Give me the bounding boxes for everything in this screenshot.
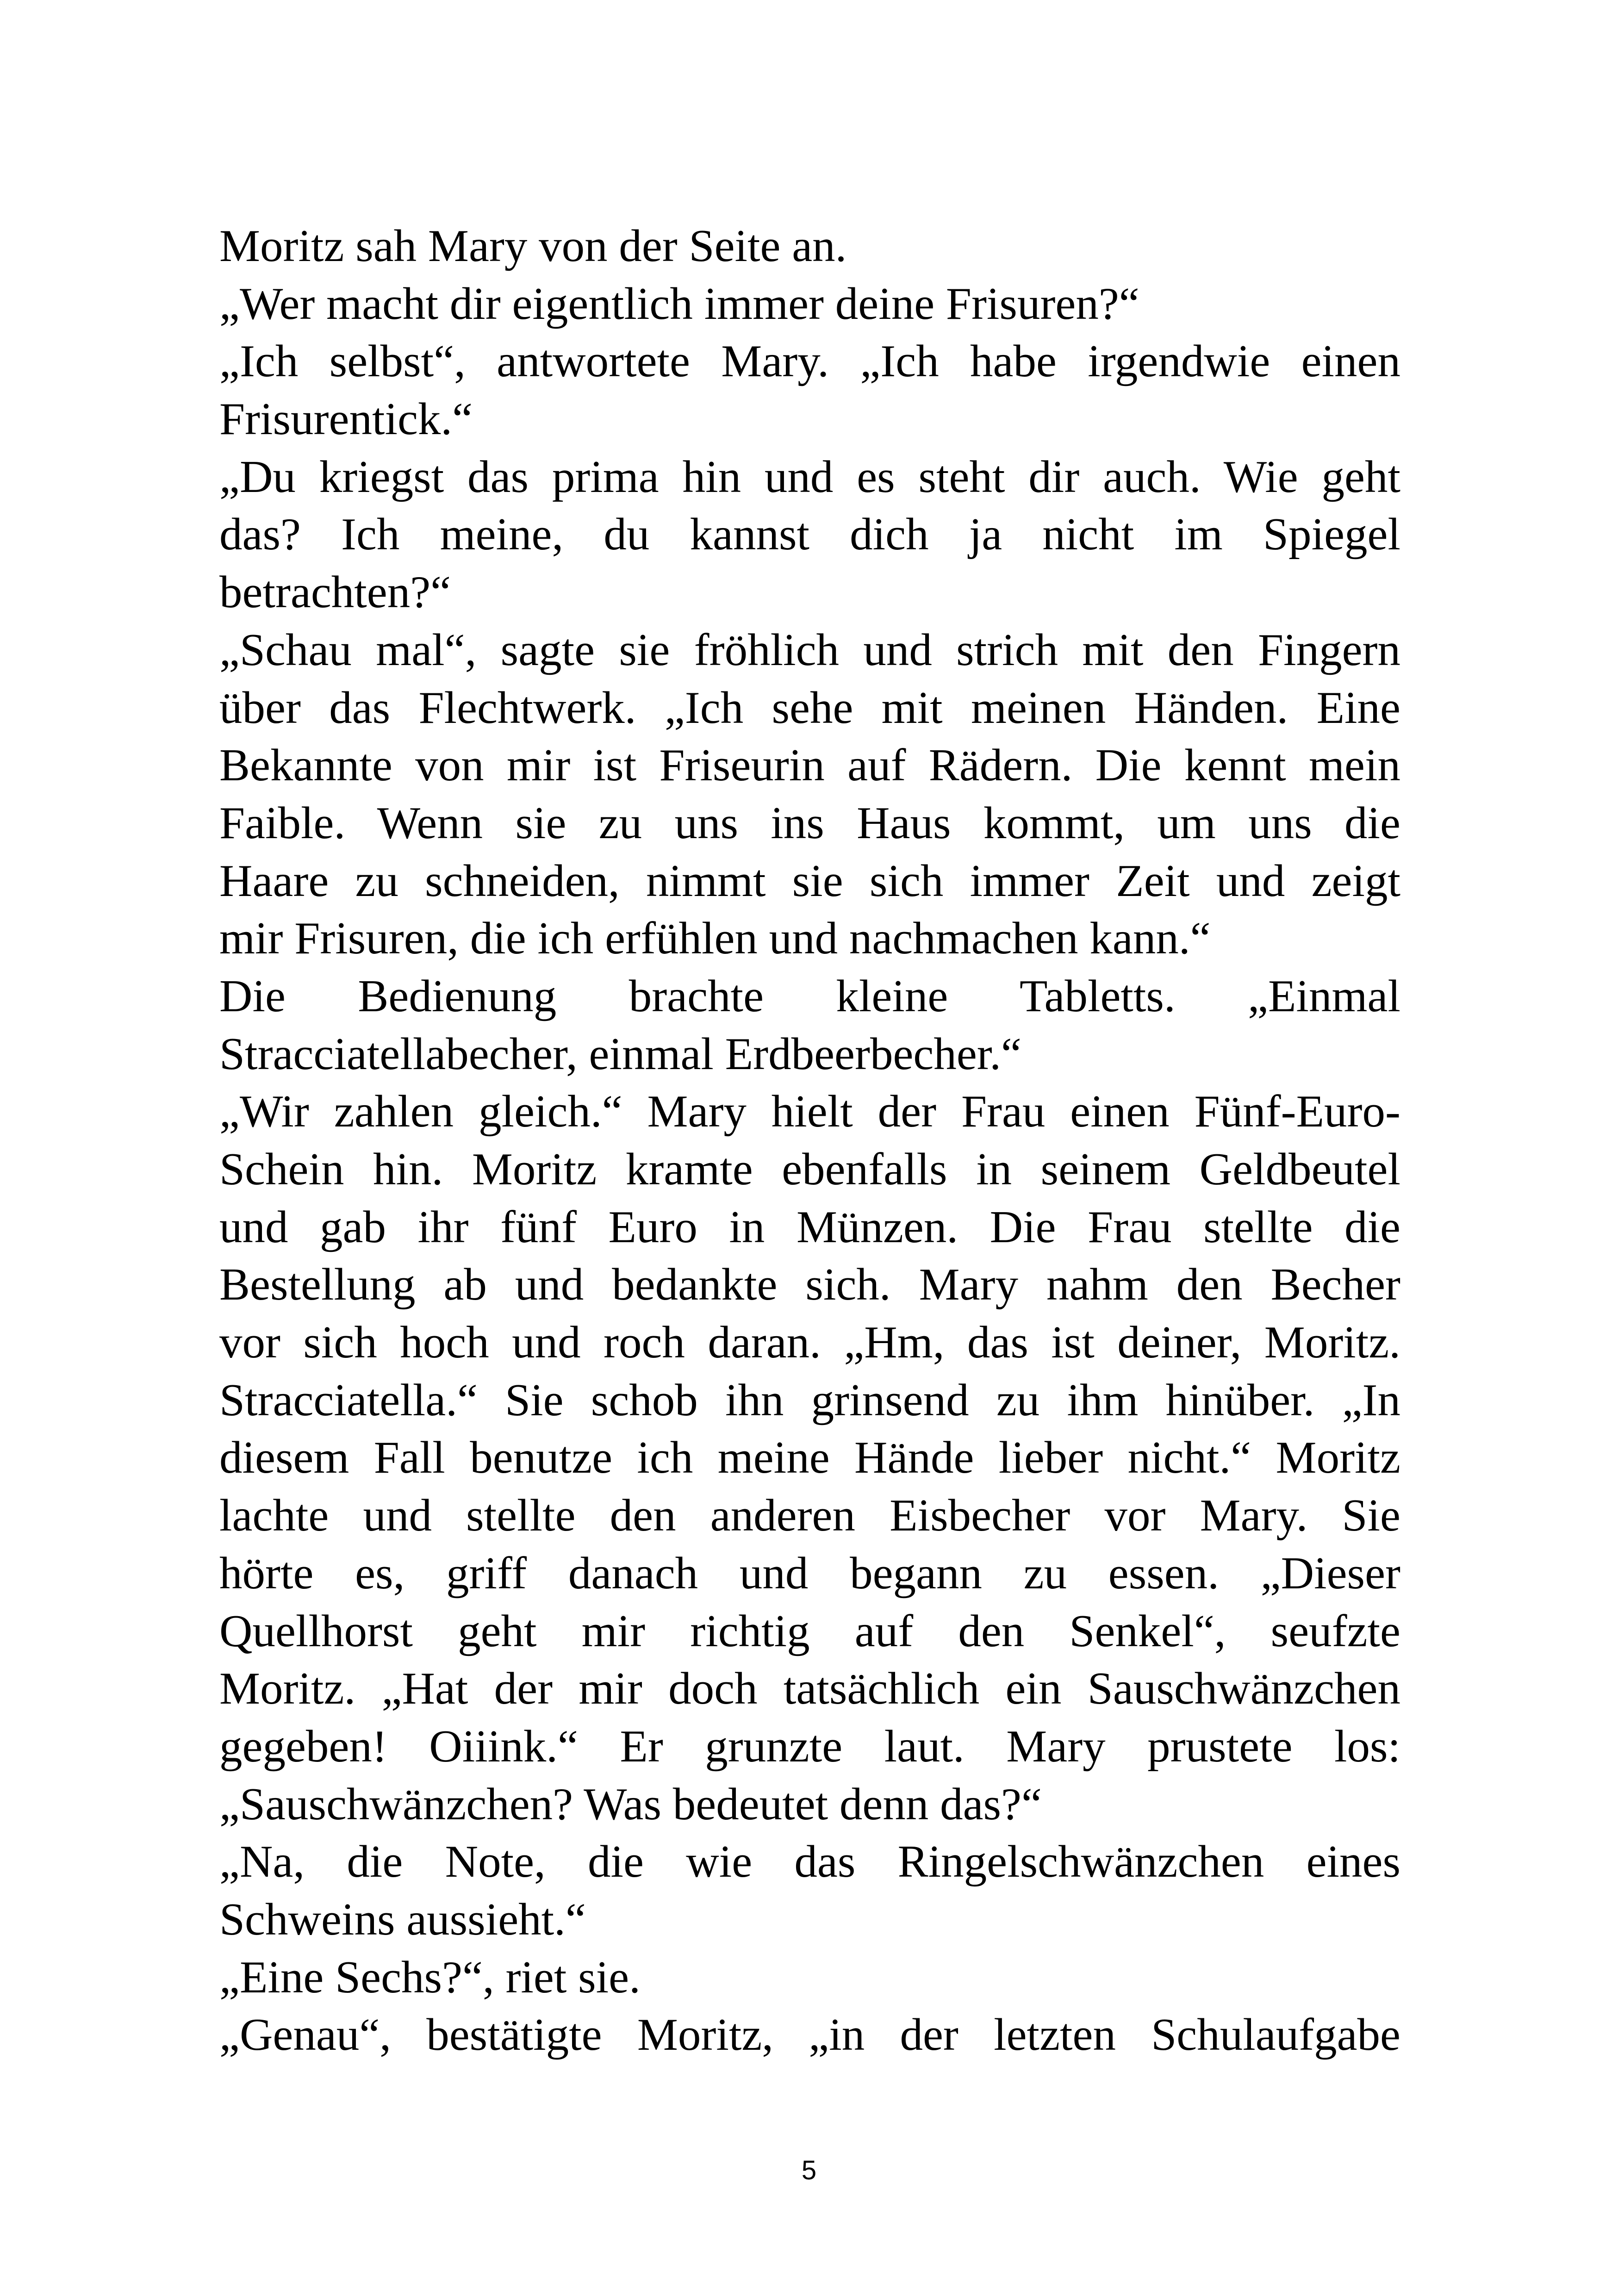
- text-line: gegeben! Oiiink.“ Er grunzte laut. Mary prustete los:: [219, 1721, 1400, 1772]
- text-line: „Wir zahlen gleich.“ Mary hielt der Frau einen Fünf-Euro-: [219, 1086, 1400, 1137]
- text-line: „Genau“, bestätigte Moritz, „in der letzten Schulaufgabe: [219, 2010, 1400, 2060]
- text-line: Faible. Wenn sie zu uns ins Haus kommt, um uns die: [219, 797, 1400, 848]
- text-line: „Du kriegst das prima hin und es steht dir auch. Wie geht: [219, 451, 1400, 502]
- text-line: Quellhorst geht mir richtig auf den Senkel“, seufzte: [219, 1605, 1400, 1656]
- text-line: Bestellung ab und bedankte sich. Mary nahm den Becher: [219, 1259, 1400, 1310]
- text-line: Schweins aussieht.“: [219, 1894, 586, 1945]
- text-line: vor sich hoch und roch daran. „Hm, das ist deiner, Moritz.: [219, 1317, 1400, 1368]
- page-number: 5: [801, 2155, 817, 2185]
- text-line: „Sauschwänzchen? Was bedeutet denn das?“: [219, 1779, 1042, 1829]
- text-line: „Eine Sechs?“, riet sie.: [219, 1952, 641, 2003]
- text-line: Schein hin. Moritz kramte ebenfalls in seinem Geldbeutel: [219, 1144, 1400, 1195]
- body-text: [219, 218, 1400, 2064]
- text-line: hörte es, griff danach und begann zu essen. „Dieser: [219, 1548, 1400, 1599]
- text-line: diesem Fall benutze ich meine Hände lieber nicht.“ Moritz: [219, 1432, 1400, 1483]
- text-line: betrachten?“: [219, 567, 451, 618]
- text-line: Bekannte von mir ist Friseurin auf Rädern. Die kennt mein: [219, 740, 1400, 791]
- text-line: mir Frisuren, die ich erfühlen und nachmachen kann.“: [219, 913, 1211, 964]
- text-line: Stracciatellabecher, einmal Erdbeerbecher.“: [219, 1028, 1021, 1079]
- text-line: Moritz sah Mary von der Seite an.: [219, 221, 847, 271]
- text-line: Frisurentick.“: [219, 394, 473, 445]
- text-line: lachte und stellte den anderen Eisbecher vor Mary. Sie: [219, 1490, 1400, 1541]
- text-line: „Schau mal“, sagte sie fröhlich und strich mit den Fingern: [219, 624, 1400, 675]
- text-line: Stracciatella.“ Sie schob ihn grinsend zu ihm hinüber. „In: [219, 1375, 1400, 1425]
- text-line: das? Ich meine, du kannst dich ja nicht im Spiegel: [219, 509, 1400, 560]
- text-line: „Wer macht dir eigentlich immer deine Frisuren?“: [219, 278, 1139, 329]
- text-line: Moritz. „Hat der mir doch tatsächlich ein Sauschwänzchen: [219, 1663, 1400, 1714]
- text-line: Haare zu schneiden, nimmt sie sich immer Zeit und zeigt: [219, 855, 1400, 906]
- text-line: über das Flechtwerk. „Ich sehe mit meinen Händen. Eine: [219, 682, 1400, 733]
- text-line: Die Bedienung brachte kleine Tabletts. „Einmal: [219, 971, 1400, 1021]
- text-line: „Na, die Note, die wie das Ringelschwänzchen eines: [219, 1836, 1400, 1887]
- text-line: und gab ihr fünf Euro in Münzen. Die Frau stellte die: [219, 1201, 1400, 1252]
- text-line: „Ich selbst“, antwortete Mary. „Ich habe irgendwie einen: [219, 336, 1400, 387]
